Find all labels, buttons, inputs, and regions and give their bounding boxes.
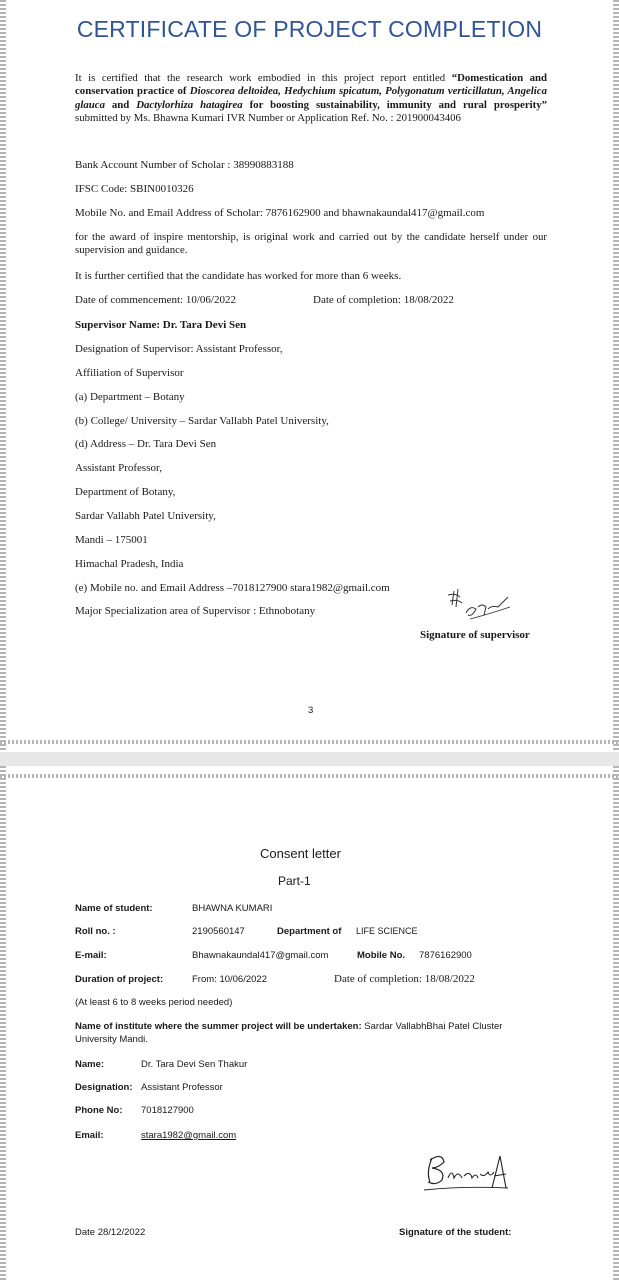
certificate-title: CERTIFICATE OF PROJECT COMPLETION [76,16,543,42]
intro-pre-text: It is certified that the research work embodied in this project report entitled [75,72,452,84]
duration-from: From: 10/06/2022 [192,974,267,985]
supervisor-name-value: Dr. Tara Devi Sen Thakur [141,1059,248,1070]
email-value: Bhawnakaundal417@gmail.com [192,950,329,961]
project-title-open: “Domestication and conservation practice of [75,72,547,98]
student-name-value: BHAWNA KUMARI [192,903,273,914]
department-label: Department of [277,926,342,937]
phone-label: Phone No: [75,1105,123,1116]
college-line: (b) College/ University – Sardar Vallabh Patel University, [75,415,329,427]
email-label: E-mail: [75,950,107,961]
roll-no-value: 2190560147 [192,926,245,937]
supervisor-designation-label: Designation: [75,1082,133,1093]
certificate-intro-paragraph [75,72,547,125]
page-border-bottom [0,740,619,744]
supervisor-contact-line: (e) Mobile no. and Email Address –7018127900 stara1982@gmail.com [75,582,390,594]
supervisor-email-label: Email: [75,1130,104,1141]
address-line-2: Department of Botany, [75,486,176,498]
department-line: (a) Department – Botany [75,391,185,403]
roll-no-label: Roll no. : [75,926,116,937]
page-border-top [0,774,619,778]
ifsc-line: IFSC Code: SBIN0010326 [75,183,194,195]
supervisor-signature-label: Signature of supervisor [420,629,530,641]
supervisor-signature [440,585,520,627]
project-title-close: for boosting sustainability, immunity and rural prosperity” [242,98,548,111]
bank-account-line: Bank Account Number of Scholar : 38990883188 [75,159,294,171]
consent-part: Part-1 [278,874,311,888]
award-paragraph: for the award of inspire mentorship, is original work and carried out by the candidate herself under our supervision and guidance. [75,231,547,257]
completion-date: Date of completion: 18/08/2022 [313,294,454,306]
scholar-contact-line: Mobile No. and Email Address of Scholar: 7876162900 and bhawnakaundal417@gmail.com [75,207,485,219]
page-border-right [613,766,619,1280]
weeks-line: It is further certified that the candidate has worked for more than 6 weeks. [75,270,402,282]
page-border-right [613,0,619,752]
commencement-date: Date of commencement: 10/06/2022 [75,294,236,306]
supervisor-designation-value: Assistant Professor [141,1082,223,1093]
page-number: 3 [308,705,314,716]
consent-date: Date 28/12/2022 [75,1227,146,1238]
institute-label: Name of institute where the summer project will be undertaken: [75,1021,362,1032]
institute-value-2: University Mandi. [75,1034,148,1045]
species-list-1: Dioscorea deltoidea, Hedychium spicatum, Polygonatum verticillatun, Angelica glauca [75,85,547,111]
supervisor-designation: Designation of Supervisor: Assistant Professor, [75,343,283,355]
page-border-left [0,766,6,1280]
mobile-value: 7876162900 [419,950,472,961]
period-note: (At least 6 to 8 weeks period needed) [75,997,233,1008]
student-name-label: Name of student: [75,903,153,914]
supervisor-email-value[interactable]: stara1982@gmail.com [141,1130,237,1141]
address-line-4: Mandi – 175001 [75,534,148,546]
address-line-1: Assistant Professor, [75,462,162,474]
affiliation-heading: Affiliation of Supervisor [75,367,184,379]
institute-block [75,1020,547,1046]
student-signature [420,1148,512,1196]
duration-completion: Date of completion: 18/08/2022 [334,973,475,985]
address-line-5: Himachal Pradesh, India [75,558,184,570]
student-signature-label: Signature of the student: [399,1227,512,1238]
consent-page [0,766,619,1280]
phone-value: 7018127900 [141,1105,194,1116]
page-gap [0,752,619,766]
consent-title: Consent letter [260,846,341,861]
intro-post-text: submitted by Ms. Bhawna Kumari IVR Number or Application Ref. No. : 201900043406 [75,111,461,124]
specialization-line: Major Specialization area of Supervisor : Ethnobotany [75,605,316,617]
supervisor-name-label: Name: [75,1059,105,1070]
department-value: LIFE SCIENCE [356,926,418,936]
species-list-2: Dactylorhiza hatagirea [136,98,243,111]
and-word: and [105,98,137,111]
address-line-3: Sardar Vallabh Patel University, [75,510,216,522]
mobile-label: Mobile No. [357,950,406,961]
page-border-left [0,0,6,752]
address-line: (d) Address – Dr. Tara Devi Sen [75,438,217,450]
supervisor-name: Supervisor Name: Dr. Tara Devi Sen [75,319,247,331]
duration-label: Duration of project: [75,974,164,985]
institute-value-1: Sardar VallabhBhai Patel Cluster [364,1021,503,1032]
